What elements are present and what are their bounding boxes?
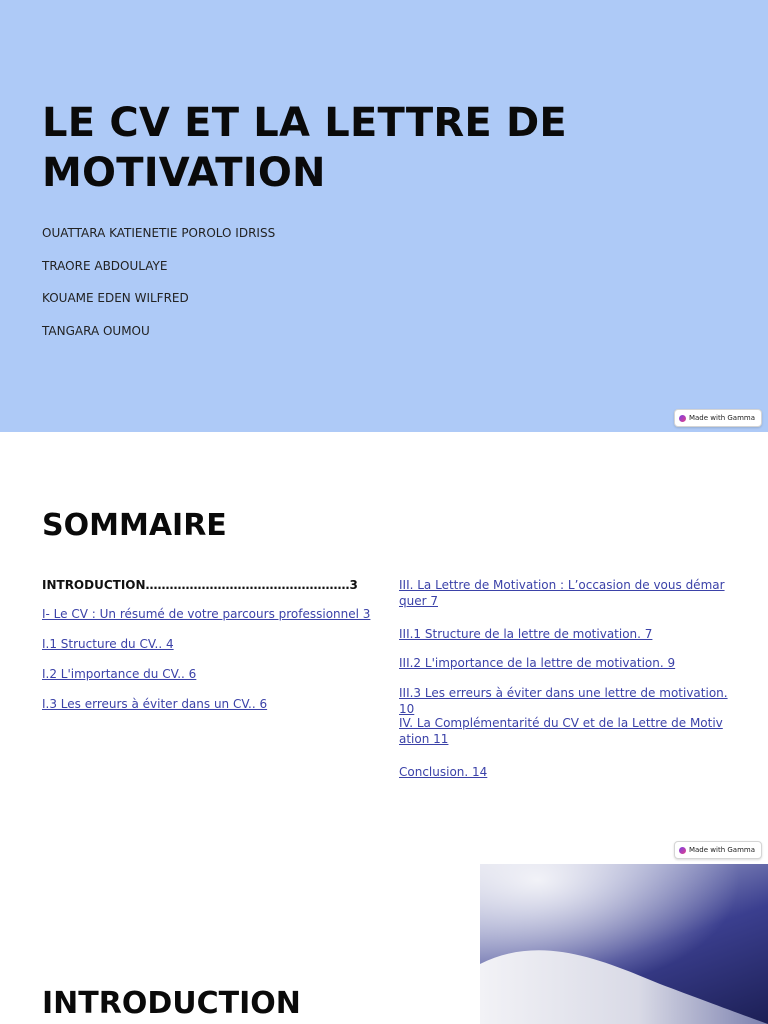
introduction-heading: INTRODUCTION	[42, 986, 301, 1021]
toc-link[interactable]: III.1 Structure de la lettre de motivation. 7	[399, 627, 653, 641]
author-name: KOUAME EDEN WILFRED	[42, 291, 189, 305]
toc-heading: SOMMAIRE	[42, 508, 227, 543]
toc-link[interactable]: Conclusion. 14	[399, 765, 488, 779]
toc-link[interactable]: I.1 Structure du CV.. 4	[42, 637, 174, 651]
author-name: TRAORE ABDOULAYE	[42, 259, 168, 273]
table-of-contents-slide	[0, 432, 768, 864]
toc-link[interactable]: I- Le CV : Un résumé de votre parcours professionnel 3	[42, 607, 371, 621]
title-slide	[0, 0, 768, 432]
toc-link[interactable]: III.2 L'importance de la lettre de motivation. 9	[399, 656, 676, 670]
toc-link[interactable]: III.3 Les erreurs à éviter dans une lettre de motivation. 10	[399, 686, 728, 716]
gamma-logo-icon	[679, 847, 686, 854]
toc-item-introduction: INTRODUCTION……………………………………………3	[42, 578, 358, 592]
gamma-logo-icon	[679, 415, 686, 422]
badge-label: Made with Gamma	[688, 414, 755, 422]
toc-link[interactable]: I.3 Les erreurs à éviter dans un CV.. 6	[42, 697, 268, 711]
author-name: TANGARA OUMOU	[42, 324, 150, 338]
toc-link[interactable]: IV. La Complémentarité du CV et de la Lettre de Motivation 11	[399, 716, 723, 746]
presentation-title	[42, 98, 662, 198]
made-with-gamma-button[interactable]	[674, 841, 762, 859]
badge-label: Made with Gamma	[688, 846, 755, 854]
title-line-2: MOTIVATION	[42, 150, 326, 196]
toc-link[interactable]: I.2 L'importance du CV.. 6	[42, 667, 197, 681]
abstract-gradient-image	[480, 864, 768, 1024]
wave-shape	[480, 864, 768, 1024]
toc-link[interactable]: III. La Lettre de Motivation : L’occasion de vous démarquer 7	[399, 578, 725, 608]
title-line-1: LE CV ET LA LETTRE DE	[42, 100, 567, 146]
made-with-gamma-button[interactable]	[674, 409, 762, 427]
author-name: OUATTARA KATIENETIE POROLO IDRISS	[42, 226, 276, 240]
